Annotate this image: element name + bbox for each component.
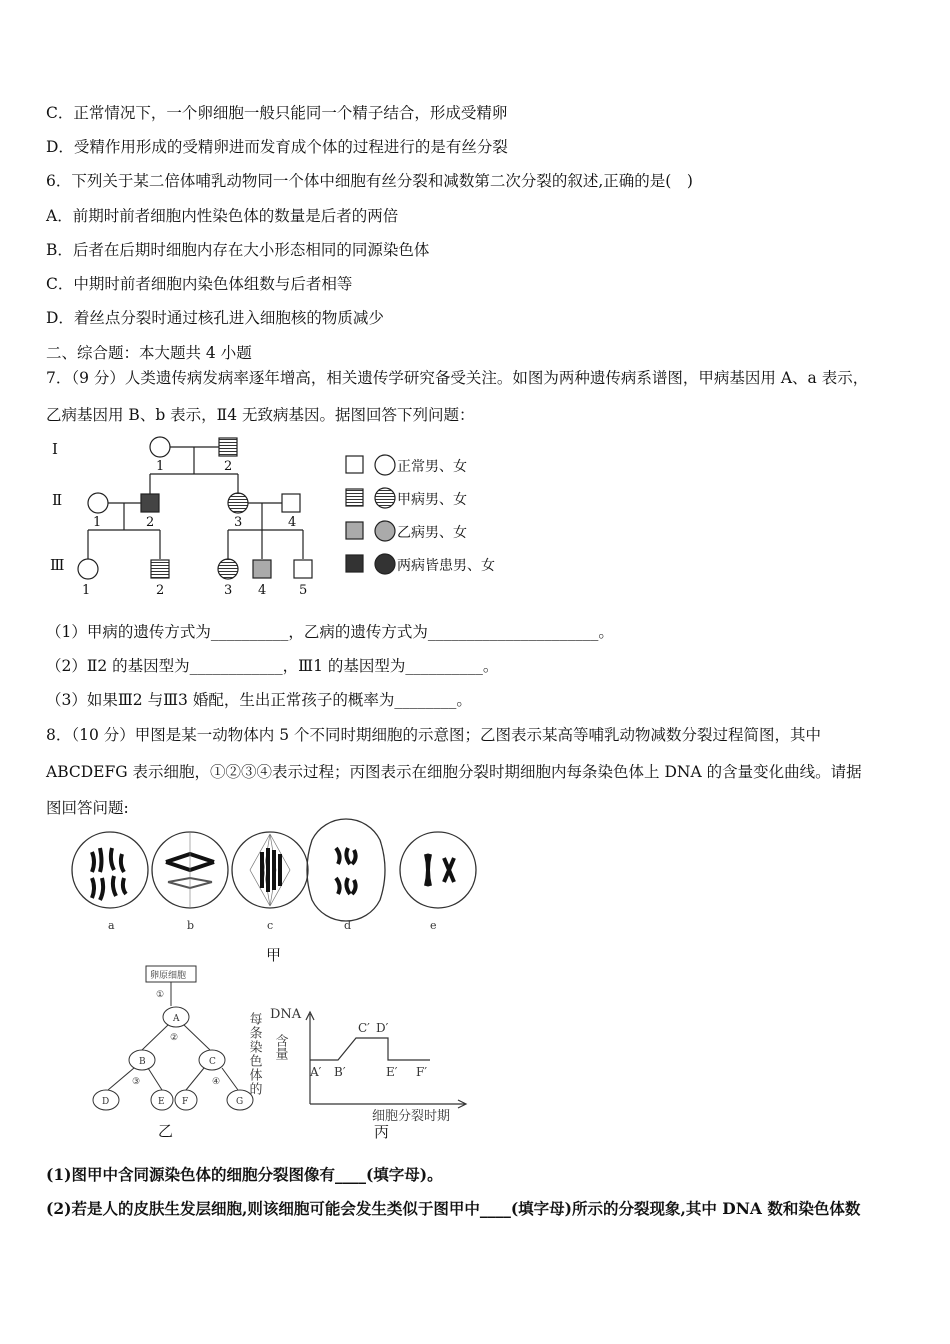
gen-label-3: Ⅲ	[50, 556, 65, 574]
legend-both: 两病皆患男、女	[397, 558, 495, 574]
gen3-male-yi	[253, 560, 271, 578]
figure-yi-title: 乙	[158, 1122, 174, 1140]
svg-text:2: 2	[156, 583, 165, 598]
svg-text:2: 2	[224, 459, 233, 474]
svg-text:C: C	[209, 1057, 216, 1067]
svg-text:F: F	[182, 1097, 189, 1107]
bing-ylabel-sub: 含量	[272, 1034, 288, 1060]
cell-d	[307, 819, 385, 921]
section-heading: 二、综合题：本大题共 4 小题	[46, 344, 252, 362]
svg-text:E: E	[158, 1097, 165, 1107]
svg-text:B: B	[139, 1057, 146, 1067]
gen3-female-normal	[78, 559, 98, 579]
cell-e	[400, 832, 476, 908]
svg-text:③: ③	[132, 1077, 141, 1087]
cell-label-a: a	[108, 919, 115, 932]
cell-label-e: e	[430, 919, 437, 932]
option-d-q6: D．着丝点分裂时通过核孔进入细胞核的物质减少	[46, 309, 384, 327]
gen3-female-jia	[218, 559, 238, 579]
gen3-male-normal	[294, 560, 312, 578]
svg-text:①: ①	[156, 990, 165, 1000]
svg-text:②: ②	[170, 1033, 179, 1043]
svg-text:A: A	[173, 1014, 180, 1024]
q7-sub3: （3）如果Ⅲ2 与Ⅲ3 婚配，生出正常孩子的概率为________。	[46, 691, 472, 709]
q8-sub1: (1)图甲中含同源染色体的细胞分裂图像有____(填字母)。	[46, 1165, 443, 1184]
svg-text:1: 1	[156, 459, 165, 474]
gen2-female-normal	[88, 493, 108, 513]
option-c-q6: C．中期时前者细胞内染色体组数与后者相等	[46, 275, 353, 293]
svg-text:5: 5	[299, 583, 308, 598]
svg-text:3: 3	[234, 515, 243, 530]
q8-sub2: (2)若是人的皮肤生发层细胞,则该细胞可能会发生类似于图甲中____(填字母)所示的分裂现象,其中 DNA 数和染色体数	[46, 1199, 861, 1218]
option-d-q5: D．受精作用形成的受精卵进而发育成个体的过程进行的是有丝分裂	[46, 138, 508, 156]
yi-root: 卵原细胞	[150, 971, 187, 981]
gen2-male-normal	[282, 494, 300, 512]
bing-ylabel-side: 每条染色体的	[246, 1012, 262, 1096]
question-6: 6．下列关于某二倍体哺乳动物同一个体中细胞有丝分裂和减数第二次分裂的叙述,正确的是( )	[46, 172, 693, 190]
pedigree-chart	[40, 432, 540, 602]
q7-sub2: （2）Ⅱ2 的基因型为____________，Ⅲ1 的基因型为__________。	[46, 657, 499, 675]
question-7: 7．（9 分）人类遗传病发病率逐年增高，相关遗传学研究备受关注。如图为两种遗传病系谱图，甲病基因用 A、a 表示，	[46, 369, 869, 387]
point-d: D′	[376, 1021, 389, 1035]
gen1-male-jia	[219, 438, 237, 456]
svg-text:D: D	[102, 1097, 110, 1107]
point-f: F′	[416, 1065, 428, 1079]
svg-text:④: ④	[212, 1077, 221, 1087]
svg-text:2: 2	[146, 515, 155, 530]
bing-xlabel: 细胞分裂时期	[372, 1109, 451, 1124]
svg-text:4: 4	[258, 583, 267, 598]
figure-jia	[64, 826, 494, 966]
gen1-female-normal	[150, 437, 170, 457]
figure-yi	[84, 962, 264, 1142]
point-e: E′	[386, 1065, 398, 1079]
point-a: A′	[310, 1065, 322, 1079]
bing-ylabel-top: DNA	[270, 1007, 302, 1022]
figure-jia-title: 甲	[266, 946, 282, 964]
point-c: C′	[358, 1021, 370, 1035]
gen2-female-jia	[228, 493, 248, 513]
question-7-cont: 乙病基因用 B、b 表示，Ⅱ4 无致病基因。据图回答下列问题：	[46, 406, 475, 424]
dna-curve	[310, 1038, 430, 1060]
gen-label-1: Ⅰ	[52, 440, 58, 458]
cell-label-d: d	[344, 919, 352, 932]
svg-text:4: 4	[288, 515, 297, 530]
legend-yi: 乙病男、女	[397, 525, 467, 541]
legend-jia: 甲病男、女	[397, 492, 467, 508]
svg-text:G: G	[236, 1097, 244, 1107]
option-a-q6: A．前期时前者细胞内性染色体的数量是后者的两倍	[46, 207, 399, 225]
svg-text:1: 1	[93, 515, 102, 530]
cell-a	[72, 832, 148, 908]
svg-text:1: 1	[82, 583, 91, 598]
gen-label-2: Ⅱ	[52, 491, 63, 509]
question-8: 8．（10 分）甲图是某一动物体内 5 个不同时期细胞的示意图；乙图表示某高等哺乳动物减数分裂过程简图，其中	[46, 726, 821, 744]
point-b: B′	[334, 1065, 346, 1079]
gen2-male-both	[141, 494, 159, 512]
option-c-q5: C．正常情况下，一个卵细胞一般只能同一个精子结合，形成受精卵	[46, 104, 508, 122]
figure-bing	[246, 1004, 490, 1144]
question-8-cont2: 图回答问题:	[46, 799, 129, 817]
cell-label-b: b	[187, 919, 195, 932]
gen3-male-jia	[151, 560, 169, 578]
legend-normal: 正常男、女	[397, 459, 467, 475]
question-8-cont: ABCDEFG 表示细胞，①②③④表示过程；丙图表示在细胞分裂时期细胞内每条染色体上 DNA 的含量变化曲线。请据	[46, 763, 862, 781]
option-b-q6: B．后者在后期时细胞内存在大小形态相同的同源染色体	[46, 241, 430, 259]
svg-text:3: 3	[224, 583, 233, 598]
q7-sub1: （1）甲病的遗传方式为__________，乙病的遗传方式为______________________。	[46, 623, 614, 641]
cell-label-c: c	[267, 919, 274, 932]
figure-bing-title: 丙	[374, 1123, 390, 1141]
